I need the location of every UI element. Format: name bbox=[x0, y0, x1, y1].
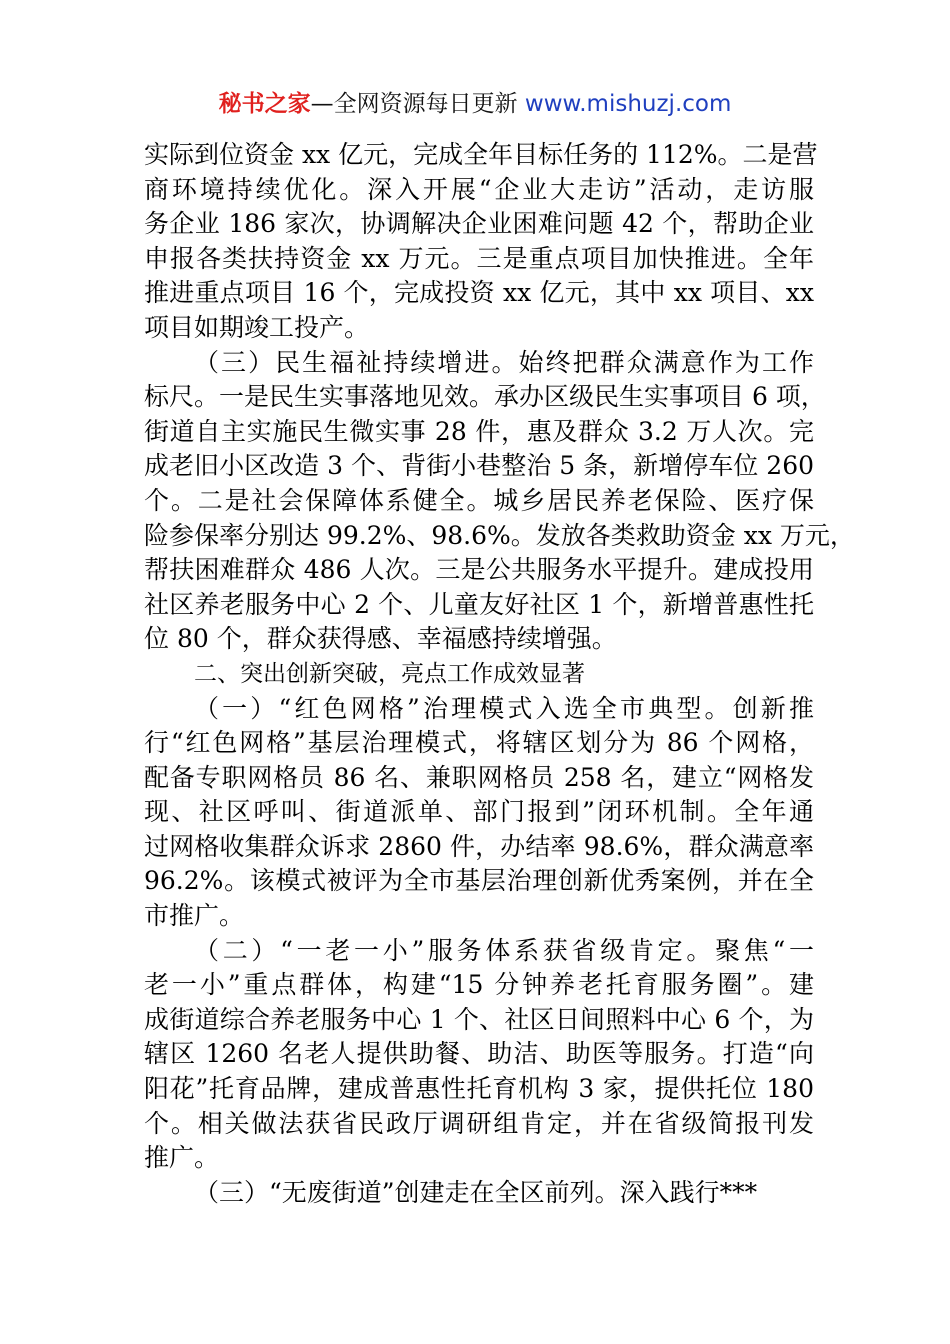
text-line: 老一小”重点群体，构建“15 分钟养老托育服务圈”。建 bbox=[144, 970, 814, 1000]
text-line: 推广。 bbox=[144, 1143, 220, 1173]
text-line: 成街道综合养老服务中心 1 个、社区日间照料中心 6 个，为 bbox=[144, 1004, 814, 1034]
site-url[interactable]: www.mishuzj.com bbox=[524, 91, 732, 117]
header-tagline: —全网资源每日更新 bbox=[310, 91, 518, 117]
text-line: 商环境持续优化。深入开展“企业大走访”活动，走访服 bbox=[144, 174, 814, 204]
text-line: 阳花”托育品牌，建成普惠性托育机构 3 家，提供托位 180 bbox=[144, 1074, 814, 1104]
text-line: 过网格收集群众诉求 2860 件，办结率 98.6%，群众满意率 bbox=[144, 831, 814, 861]
section-heading-3: （三）民生福祉持续增进。始终把群众满意作为工作 bbox=[194, 347, 814, 377]
text-line: 成老旧小区改造 3 个、背街小巷整治 5 条，新增停车位 260 bbox=[144, 451, 814, 481]
text-line: 实际到位资金 xx 亿元，完成全年目标任务的 112%。二是营 bbox=[144, 140, 818, 169]
text-line: 项目如期竣工投产。 bbox=[144, 312, 370, 342]
text-line: 社区养老服务中心 2 个、儿童友好社区 1 个，新增普惠性托 bbox=[144, 589, 814, 619]
text-line: 配备专职网格员 86 名、兼职网格员 258 名，建立“网格发 bbox=[144, 762, 814, 792]
text-line: 位 80 个，群众获得感、幸福感持续增强。 bbox=[144, 624, 617, 654]
text-line: 标尺。一是民生实事落地见效。承办区级民生实事项目 6 项， bbox=[144, 382, 826, 412]
document-body bbox=[144, 138, 855, 1210]
text-line: 街道自主实施民生微实事 28 件，惠及群众 3.2 万人次。完 bbox=[144, 416, 814, 446]
text-line: 申报各类扶持资金 xx 万元。三是重点项目加快推进。全年 bbox=[144, 243, 814, 273]
text-line: 个。相关做法获省民政厅调研组肯定，并在省级简报刊发 bbox=[144, 1108, 814, 1138]
text-line: 96.2%。该模式被评为全市基层治理创新优秀案例，并在全 bbox=[144, 866, 814, 896]
text-line: 市推广。 bbox=[144, 901, 245, 931]
text-line: 现、社区呼叫、街道派单、部门报到”闭环机制。全年通 bbox=[144, 797, 814, 827]
text-line: 辖区 1260 名老人提供助餐、助洁、助医等服务。打造“向 bbox=[144, 1039, 814, 1069]
subsection-heading-3: （三）“无废街道”创建走在全区前列。深入践行*** bbox=[194, 1177, 758, 1207]
text-line: 帮扶困难群众 486 人次。三是公共服务水平提升。建成投用 bbox=[144, 555, 814, 585]
subsection-heading-2: （二）“一老一小”服务体系获省级肯定。聚焦“一 bbox=[194, 935, 814, 965]
brand-name: 秘书之家 bbox=[218, 91, 311, 117]
text-line: 个。二是社会保障体系健全。城乡居民养老保险、医疗保 bbox=[144, 485, 814, 515]
text-line: 险参保率分别达 99.2%、98.6%。发放各类救助资金 xx 万元， bbox=[144, 520, 855, 550]
section-heading-2: 二、突出创新突破，亮点工作成效显著 bbox=[194, 660, 585, 687]
text-line: 行“红色网格”基层治理模式，将辖区划分为 86 个网格， bbox=[144, 728, 814, 758]
subsection-heading-1: （一）“红色网格”治理模式入选全市典型。创新推 bbox=[194, 693, 814, 723]
text-line: 推进重点项目 16 个，完成投资 xx 亿元，其中 xx 项目、xx bbox=[144, 278, 814, 308]
page-header bbox=[0, 88, 950, 120]
text-line: 务企业 186 家次，协调解决企业困难问题 42 个，帮助企业 bbox=[144, 209, 814, 239]
